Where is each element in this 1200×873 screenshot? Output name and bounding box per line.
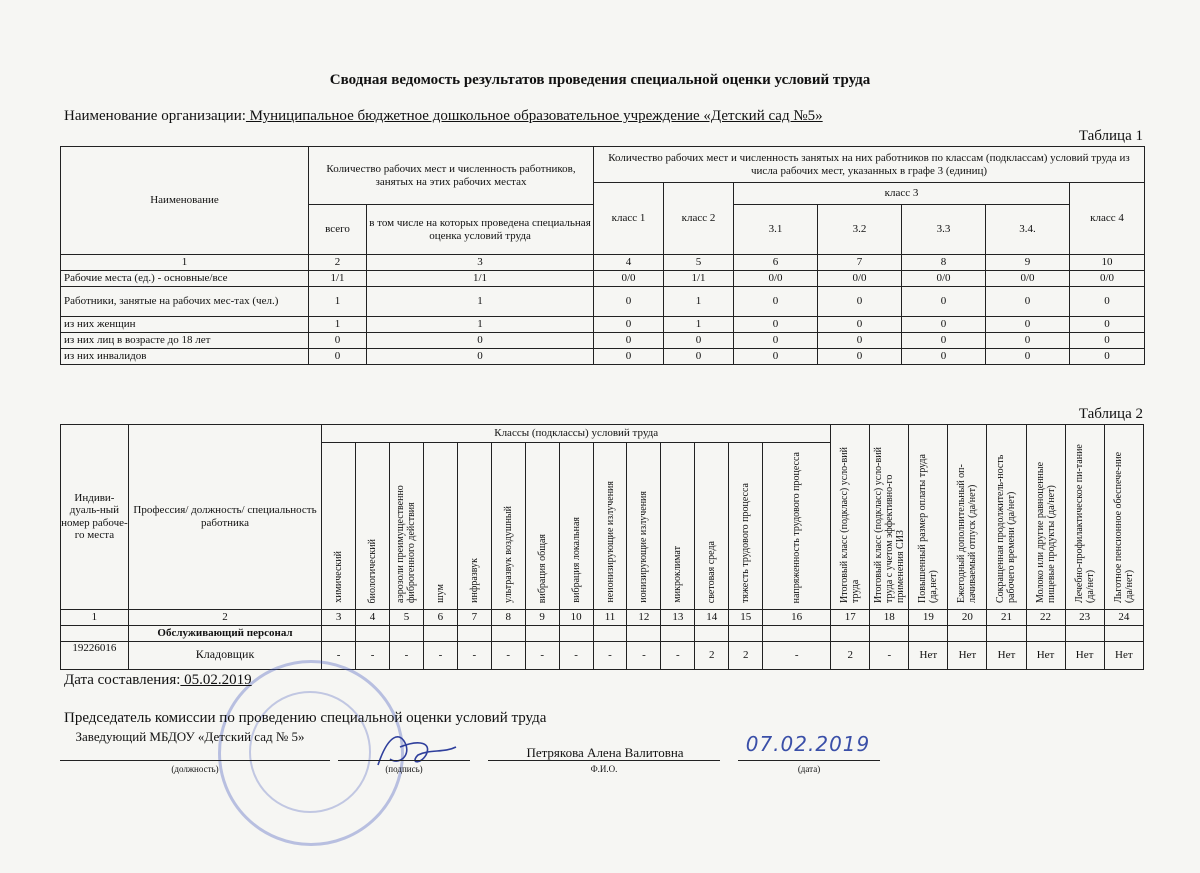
t1-header-class2: класс 2 bbox=[664, 183, 734, 255]
cell: 2 bbox=[695, 641, 729, 669]
t1-header-3-3: 3.3 bbox=[902, 205, 986, 255]
t2-factor-label: ультразвук воздушный bbox=[502, 506, 514, 603]
group-label: Обслуживающий персонал bbox=[128, 625, 321, 641]
workplace-table bbox=[60, 424, 1144, 670]
cell: 0/0 bbox=[986, 271, 1070, 287]
t2-factor-label: инфразвук bbox=[468, 558, 480, 603]
cell: - bbox=[322, 641, 356, 669]
cell: - bbox=[491, 641, 525, 669]
cell: 0 bbox=[902, 349, 986, 365]
cell: 0/0 bbox=[902, 271, 986, 287]
cell: 1 bbox=[367, 287, 594, 317]
row-name: из них лиц в возрасте до 18 лет bbox=[61, 333, 309, 349]
t2-factor-label: химический bbox=[333, 551, 345, 603]
t2-extra-label: Молоко или другие равноценные пищевые продукты (да/нет) bbox=[1034, 461, 1057, 603]
date-line bbox=[738, 760, 880, 761]
cell: 0 bbox=[818, 349, 902, 365]
t1-header-3-2: 3.2 bbox=[818, 205, 902, 255]
t2-col-num: 14 bbox=[695, 609, 729, 625]
t2-header-extra bbox=[831, 425, 870, 610]
t2-col-num: 4 bbox=[356, 609, 390, 625]
cell: 0 bbox=[367, 333, 594, 349]
t2-col-num: 24 bbox=[1104, 609, 1143, 625]
t2-col-num: 11 bbox=[593, 609, 627, 625]
t2-extra-label: Льготное пенсионное обеспече-ние (да/нет) bbox=[1112, 451, 1135, 603]
table-row bbox=[61, 641, 1144, 669]
commission-chair: Председатель комиссии по проведению специальной оценки условий труда bbox=[64, 710, 547, 726]
cell: 0/0 bbox=[1070, 271, 1145, 287]
t1-col-num: 10 bbox=[1070, 255, 1145, 271]
t2-factor-label: микроклимат bbox=[672, 546, 684, 603]
row-name: Работники, занятые на рабочих мес-тах (чел.) bbox=[61, 287, 309, 317]
t1-header-total: всего bbox=[309, 205, 367, 255]
t2-factor-label: шум bbox=[434, 584, 446, 603]
cell: 2 bbox=[729, 641, 763, 669]
cell: - bbox=[390, 641, 424, 669]
t2-extra-label: Итоговый класс (подкласс) усло-вий труда bbox=[839, 447, 862, 603]
group-row bbox=[61, 625, 1144, 641]
t2-col-num: 16 bbox=[763, 609, 831, 625]
t2-col-num: 20 bbox=[948, 609, 987, 625]
t2-header-extra bbox=[1104, 425, 1143, 610]
t2-number-row bbox=[61, 609, 1144, 625]
t2-col-num: 13 bbox=[661, 609, 695, 625]
t1-header-classes: Количество рабочих мест и численность занятых на них работников по классам (подклассам) условий труда из числа рабочих мест, указанных в графе 3 (единиц) bbox=[594, 147, 1145, 183]
cell: 0 bbox=[818, 287, 902, 317]
t1-col-num: 5 bbox=[664, 255, 734, 271]
t1-col-num: 9 bbox=[986, 255, 1070, 271]
t2-factor bbox=[729, 443, 763, 610]
cell: 1/1 bbox=[367, 271, 594, 287]
t2-factor bbox=[593, 443, 627, 610]
t2-header-profession: Профессия/ должность/ специальность работника bbox=[128, 425, 321, 610]
cell: 1 bbox=[664, 317, 734, 333]
cell: 0 bbox=[309, 349, 367, 365]
cell: 0 bbox=[1070, 333, 1145, 349]
cell bbox=[61, 625, 129, 641]
workplace-profession: Кладовщик bbox=[128, 641, 321, 669]
cell: 0 bbox=[902, 333, 986, 349]
row-name: из них женщин bbox=[61, 317, 309, 333]
t2-factor bbox=[763, 443, 831, 610]
cell: 0/0 bbox=[734, 271, 818, 287]
t2-factor-label: световая среда bbox=[706, 540, 718, 603]
cell: 1 bbox=[309, 287, 367, 317]
cell: 0 bbox=[594, 349, 664, 365]
t2-factor bbox=[457, 443, 491, 610]
cell: 1 bbox=[309, 317, 367, 333]
cell: 1 bbox=[664, 287, 734, 317]
organization-name: Муниципальное бюджетное дошкольное образовательное учреждение «Детский сад №5» bbox=[245, 108, 823, 124]
cell: 2 bbox=[831, 641, 870, 669]
cell: - bbox=[559, 641, 593, 669]
document-title: Сводная ведомость результатов проведения специальной оценки условий труда bbox=[329, 72, 871, 88]
t2-col-num: 22 bbox=[1026, 609, 1065, 625]
t1-col-num: 7 bbox=[818, 255, 902, 271]
cell: Нет bbox=[987, 641, 1026, 669]
workplace-id: 19226016 bbox=[61, 641, 129, 669]
table1-label: Таблица 1 bbox=[1078, 128, 1143, 144]
cell: - bbox=[661, 641, 695, 669]
cell: 1 bbox=[367, 317, 594, 333]
t1-header-count: Количество рабочих мест и численность работников, занятых на этих рабочих местах bbox=[309, 147, 594, 205]
cell: - bbox=[870, 641, 909, 669]
t2-factor bbox=[390, 443, 424, 610]
cell: 0 bbox=[902, 317, 986, 333]
cell: 0 bbox=[594, 333, 664, 349]
cell: 0 bbox=[902, 287, 986, 317]
cell: Нет bbox=[1065, 641, 1104, 669]
t2-factor-label: неионизирующие излучения bbox=[604, 481, 616, 603]
t2-col-num: 8 bbox=[491, 609, 525, 625]
cell: 0 bbox=[1070, 349, 1145, 365]
t2-extra-label: Повышенный размер оплаты труда (да,нет) bbox=[917, 454, 940, 603]
name-caption: Ф.И.О. bbox=[590, 764, 618, 774]
t2-col-num: 10 bbox=[559, 609, 593, 625]
cell: 0/0 bbox=[594, 271, 664, 287]
cell: 0 bbox=[818, 333, 902, 349]
t2-factor-label: вибрация общая bbox=[536, 533, 548, 603]
t2-col-num: 6 bbox=[423, 609, 457, 625]
cell: - bbox=[763, 641, 831, 669]
cell: 0 bbox=[1070, 287, 1145, 317]
cell: 0 bbox=[594, 287, 664, 317]
t2-col-num: 1 bbox=[61, 609, 129, 625]
t1-header-3-4: 3.4. bbox=[986, 205, 1070, 255]
row-name: Рабочие места (ед.) - основные/все bbox=[61, 271, 309, 287]
t1-col-num: 6 bbox=[734, 255, 818, 271]
signature-caption: (подпись) bbox=[385, 764, 423, 774]
cell: 0 bbox=[367, 349, 594, 365]
t2-factor-label: биологический bbox=[367, 538, 379, 603]
t2-factor bbox=[423, 443, 457, 610]
position-line bbox=[60, 760, 330, 761]
t1-col-num: 1 bbox=[61, 255, 309, 271]
t2-factor-label: тяжесть трудового процесса bbox=[740, 483, 752, 603]
t2-col-num: 21 bbox=[987, 609, 1026, 625]
t2-header-classes: Классы (подклассы) условий труда bbox=[322, 425, 831, 443]
t2-header-id: Индиви-дуаль-ный номер рабоче-го места bbox=[61, 425, 129, 610]
t1-header-assessed: в том числе на которых проведена специальная оценка условий труда bbox=[367, 205, 594, 255]
cell: 0 bbox=[734, 317, 818, 333]
t2-header-extra bbox=[948, 425, 987, 610]
cell: 0 bbox=[734, 287, 818, 317]
cell: - bbox=[457, 641, 491, 669]
chair-name: Петрякова Алена Валитовна bbox=[526, 745, 684, 760]
t1-header-class4: класс 4 bbox=[1070, 183, 1145, 255]
organization-label: Наименование организации: bbox=[64, 108, 246, 124]
t1-col-num: 8 bbox=[902, 255, 986, 271]
table-row bbox=[61, 349, 1145, 365]
table-row bbox=[61, 287, 1145, 317]
t2-col-num: 15 bbox=[729, 609, 763, 625]
t2-col-num: 5 bbox=[390, 609, 424, 625]
summary-table bbox=[60, 146, 1145, 365]
t2-col-num: 3 bbox=[322, 609, 356, 625]
t1-col-num: 2 bbox=[309, 255, 367, 271]
t2-col-num: 7 bbox=[457, 609, 491, 625]
t1-number-row bbox=[61, 255, 1145, 271]
name-line bbox=[488, 760, 720, 761]
cell: 0 bbox=[818, 317, 902, 333]
cell: - bbox=[356, 641, 390, 669]
t2-factor bbox=[491, 443, 525, 610]
date-label: Дата составления: bbox=[64, 672, 181, 688]
t2-col-num: 23 bbox=[1065, 609, 1104, 625]
t2-factor bbox=[661, 443, 695, 610]
t2-col-num: 19 bbox=[909, 609, 948, 625]
signature-line bbox=[338, 760, 470, 761]
t1-col-num: 4 bbox=[594, 255, 664, 271]
compilation-date bbox=[64, 672, 252, 689]
t2-factor bbox=[356, 443, 390, 610]
t2-col-num: 18 bbox=[870, 609, 909, 625]
t1-col-num: 3 bbox=[367, 255, 594, 271]
t2-col-num: 17 bbox=[831, 609, 870, 625]
t2-factor bbox=[525, 443, 559, 610]
position-caption: (должность) bbox=[171, 764, 219, 774]
cell: - bbox=[525, 641, 559, 669]
t2-extra-label: Лечебно-профилактическое пи-тание (да/нет) bbox=[1073, 444, 1096, 603]
cell: 1/1 bbox=[664, 271, 734, 287]
t2-header-extra bbox=[870, 425, 909, 610]
cell: 0 bbox=[986, 317, 1070, 333]
cell: Нет bbox=[1026, 641, 1065, 669]
organization-line bbox=[64, 108, 823, 125]
cell: 0 bbox=[986, 349, 1070, 365]
table-row bbox=[61, 333, 1145, 349]
t2-factor bbox=[322, 443, 356, 610]
cell: 0 bbox=[734, 349, 818, 365]
t2-extra-label: Сокращенная продолжитель-ность рабочего времени (да/нет) bbox=[995, 454, 1018, 603]
cell: 0 bbox=[1070, 317, 1145, 333]
t1-header-class1: класс 1 bbox=[594, 183, 664, 255]
date-caption: (дата) bbox=[797, 764, 821, 774]
row-name: из них инвалидов bbox=[61, 349, 309, 365]
cell: 0 bbox=[664, 349, 734, 365]
cell: - bbox=[423, 641, 457, 669]
t2-col-num: 2 bbox=[128, 609, 321, 625]
t2-extra-label: Ежегодный дополнительный оп-лачиваемый отпуск (да/нет) bbox=[956, 464, 979, 603]
t2-factor-label: вибрация локальная bbox=[570, 517, 582, 603]
handwritten-date: 07.02.2019 bbox=[745, 732, 871, 756]
cell: Нет bbox=[948, 641, 987, 669]
cell: Нет bbox=[1104, 641, 1143, 669]
chair-position: Заведующий МБДОУ «Детский сад № 5» bbox=[75, 729, 305, 744]
cell: - bbox=[593, 641, 627, 669]
table-row bbox=[61, 271, 1145, 287]
cell: 0 bbox=[734, 333, 818, 349]
t1-header-class3: класс 3 bbox=[734, 183, 1070, 205]
t2-factor-label: ионизирующие излучения bbox=[638, 491, 650, 603]
table-row bbox=[61, 317, 1145, 333]
cell: 0/0 bbox=[818, 271, 902, 287]
t2-header-extra bbox=[987, 425, 1026, 610]
cell: Нет bbox=[909, 641, 948, 669]
t2-factor bbox=[559, 443, 593, 610]
t2-factor-label: аэрозоли преимущественно фиброгенного действия bbox=[395, 485, 418, 603]
table2-label: Таблица 2 bbox=[1078, 406, 1143, 422]
t2-factor-label: напряженность трудового процесса bbox=[791, 451, 803, 603]
t2-col-num: 12 bbox=[627, 609, 661, 625]
t2-header-extra bbox=[1026, 425, 1065, 610]
cell: 0 bbox=[986, 333, 1070, 349]
date-value: 05.02.2019 bbox=[180, 672, 252, 688]
cell: 1/1 bbox=[309, 271, 367, 287]
t1-header-name: Наименование bbox=[61, 147, 309, 255]
cell: 0 bbox=[594, 317, 664, 333]
t2-header-extra bbox=[909, 425, 948, 610]
t1-header-3-1: 3.1 bbox=[734, 205, 818, 255]
cell: 0 bbox=[986, 287, 1070, 317]
t2-factor bbox=[627, 443, 661, 610]
cell: 0 bbox=[664, 333, 734, 349]
t2-factor bbox=[695, 443, 729, 610]
t2-extra-label: Итоговый класс (подкласс) усло-вий труда с учетом эффективно-го применения СИЗ bbox=[872, 447, 906, 603]
cell: 0 bbox=[309, 333, 367, 349]
t2-header-extra bbox=[1065, 425, 1104, 610]
t2-col-num: 9 bbox=[525, 609, 559, 625]
cell: - bbox=[627, 641, 661, 669]
